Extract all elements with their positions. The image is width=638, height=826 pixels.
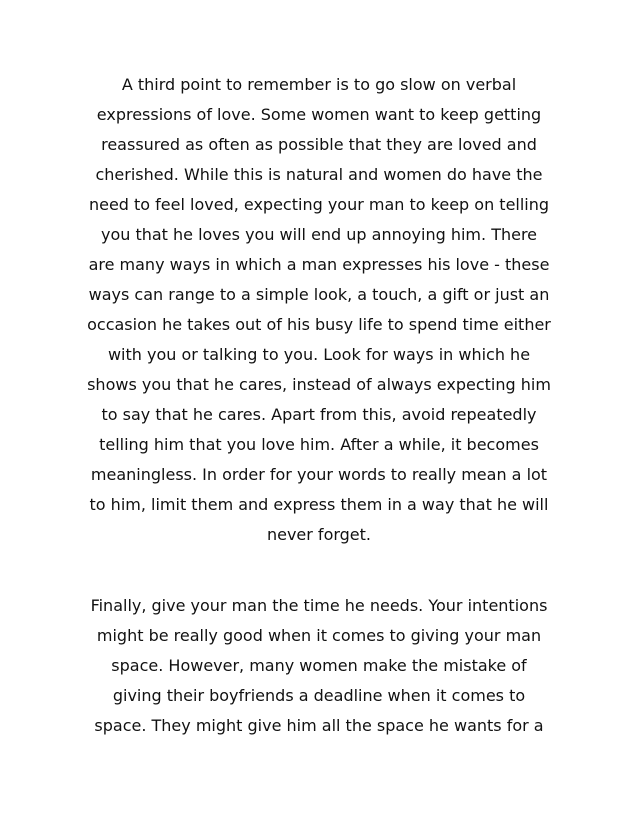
text-line: ways can range to a simple look, a touch, a gift or just an [88, 285, 550, 304]
paragraph-1 [60, 70, 578, 550]
text-line: shows you that he cares, instead of always expecting him [87, 375, 551, 394]
text-line: with you or talking to you. Look for ways in which he [107, 345, 531, 364]
text-line: might be really good when it comes to giving your man [96, 626, 542, 645]
text-line: never forget. [266, 525, 372, 544]
text-line: reassured as often as possible that they are loved and [101, 135, 537, 154]
text-line: you that he loves you will end up annoying him. There [100, 225, 538, 244]
paragraph-2 [60, 591, 578, 741]
text-line: to say that he cares. Apart from this, avoid repeatedly [101, 405, 537, 424]
text-line: space. They might give him all the space he wants for a [94, 716, 544, 735]
text-line: Finally, give your man the time he needs. Your intentions [90, 596, 548, 615]
text-line: space. However, many women make the mistake of [111, 656, 527, 675]
text-line: A third point to remember is to go slow on verbal [121, 75, 517, 94]
text-line: telling him that you love him. After a while, it becomes [99, 435, 539, 454]
text-line: are many ways in which a man expresses his love - these [88, 255, 550, 274]
text-line: meaningless. In order for your words to really mean a lot [90, 465, 548, 484]
text-line: expressions of love. Some women want to keep getting [96, 105, 542, 124]
text-line: giving their boyfriends a deadline when it comes to [112, 686, 526, 705]
text-line: need to feel loved, expecting your man to keep on telling [88, 195, 550, 214]
text-line: to him, limit them and express them in a way that he will [89, 495, 549, 514]
text-line: cherished. While this is natural and women do have the [95, 165, 543, 184]
text-line: occasion he takes out of his busy life to spend time either [87, 315, 551, 334]
